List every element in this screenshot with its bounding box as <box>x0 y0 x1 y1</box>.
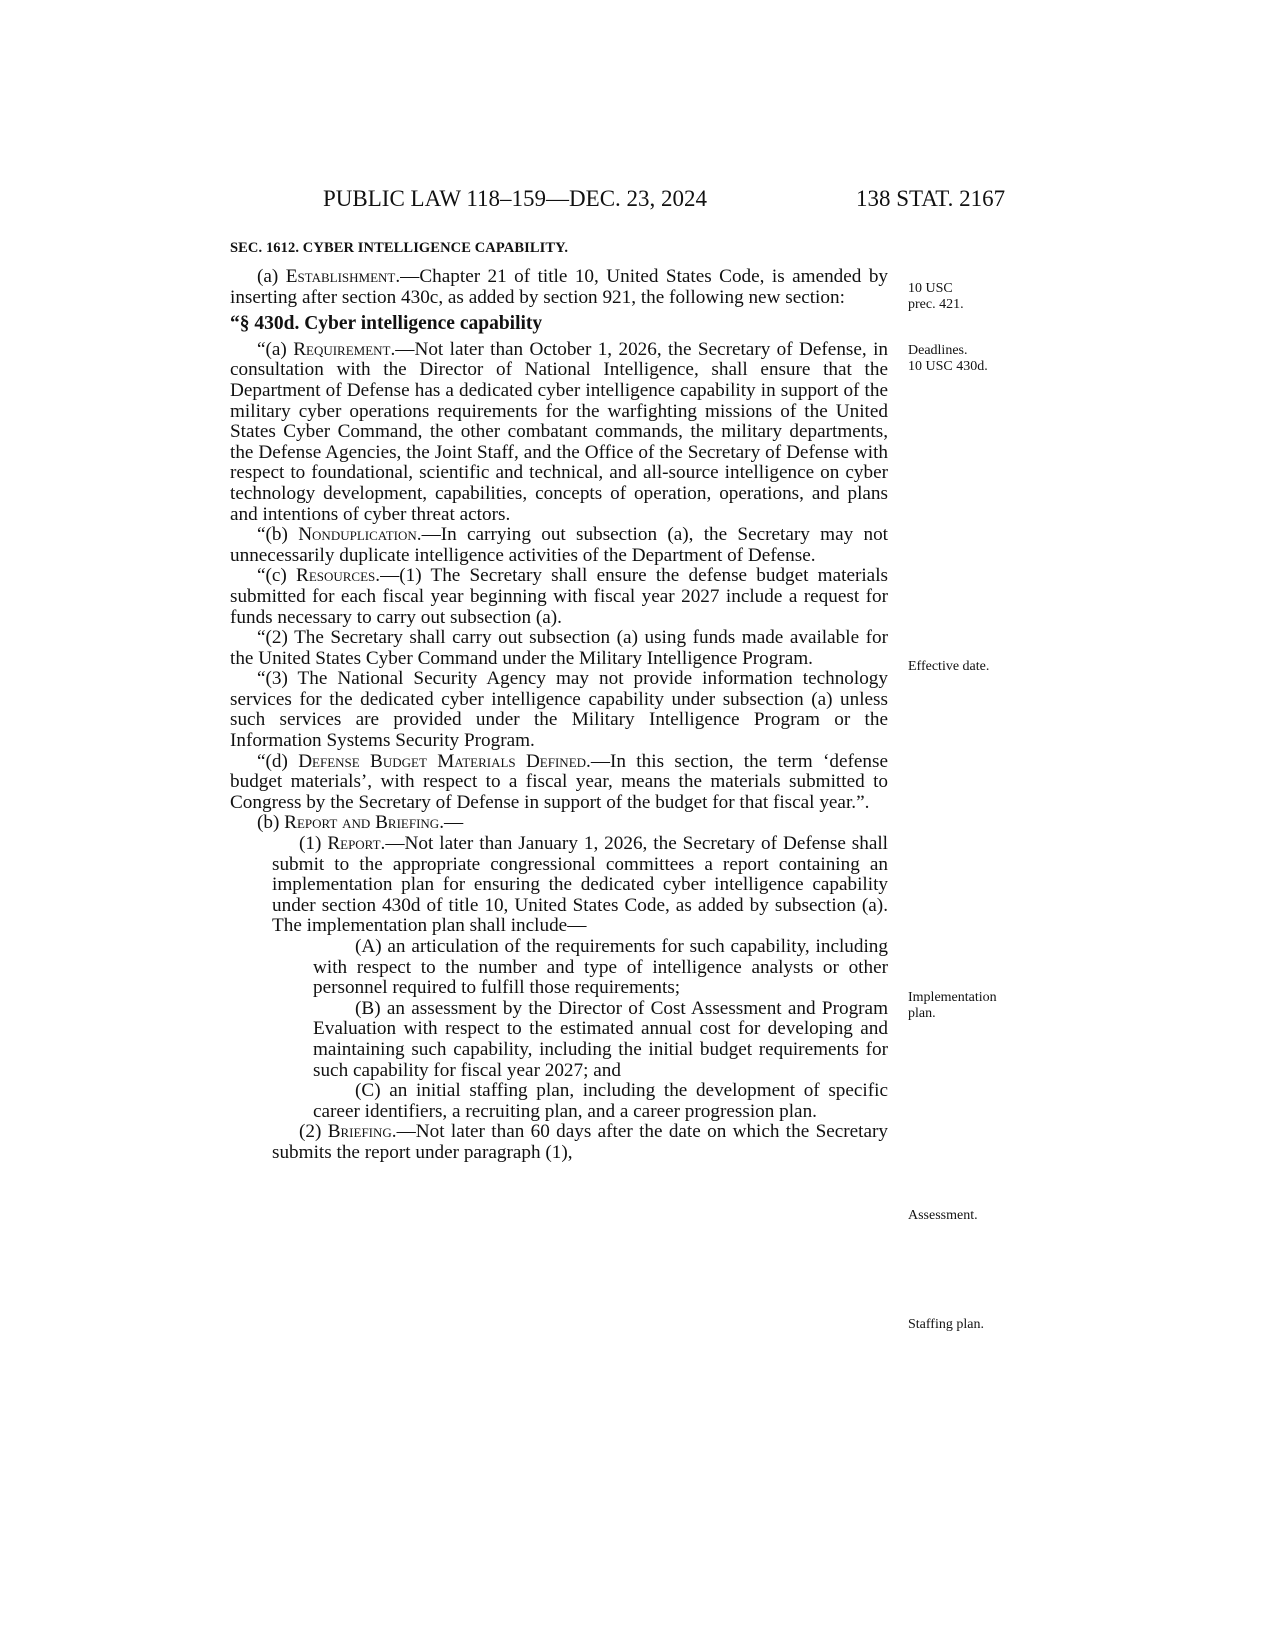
subsection-resources-3: “(3) The National Security Agency may not provide information technology services for the dedicated cyber intelligence capability under subsection (a) unless such services are provided under the Military Intelligence Program or the Information Systems Security Program. <box>230 668 888 752</box>
law-title: PUBLIC LAW 118–159—DEC. 23, 2024 <box>323 186 708 211</box>
section-body <box>230 267 888 1164</box>
subparagraph-a: (A) an articulation of the requirements for such capability, including with respect to the number and type of intelligence analysts or other personnel required to fulfill those requirements; <box>313 936 888 999</box>
subsection-nonduplication: “(b) Nonduplication.—In carrying out subsection (a), the Secretary may not unnecessarily duplicate intelligence activities of the Department of Defense. <box>230 524 888 566</box>
margin-note-implementation-plan: Implementation plan. <box>908 990 997 1021</box>
page-header <box>0 186 1275 220</box>
margin-note-usc-prec: 10 USC prec. 421. <box>908 281 964 312</box>
subsection-definitions: “(d) Defense Budget Materials Defined.—In this section, the term ‘defense budget materials’, with respect to a fiscal year, means the materials submitted to Congress by the Secretary of Defense in support of the budget for that fiscal year.”. <box>230 750 888 813</box>
statute-page-number: 138 STAT. 2167 <box>856 186 1006 211</box>
margin-note-staffing-plan: Staffing plan. <box>908 1317 984 1332</box>
subsection-resources-1: “(c) Resources.—(1) The Secretary shall ensure the defense budget materials submitted for each fiscal year beginning with fiscal year 2027 include a request for funds necessary to carry out subsection (a). <box>230 565 888 628</box>
paragraph-b2-briefing: (2) Briefing.—Not later than 60 days after the date on which the Secretary submits the report under paragraph (1), <box>272 1121 889 1163</box>
new-section-heading: “§ 430d. Cyber intelligence capability <box>230 313 543 335</box>
subsection-requirement: “(a) Requirement.—Not later than October 1, 2026, the Secretary of Defense, in consultation with the Director of National Intelligence, shall ensure that the Department of Defense has a dedicated cyber intelligence capability in support of the military cyber operations requirements for the warfighting missions of the United States Cyber Command, the other combatant commands, the military departments, the Defense Agencies, the Joint Staff, and the Office of the Secretary of Defense with respect to foundational, scientific and technical, and all-source intelligence on cyber technology development, capabilities, concepts of operation, operations, and plans and intentions of cyber threat actors. <box>230 338 889 525</box>
margin-note-deadlines: Deadlines. 10 USC 430d. <box>908 343 988 374</box>
margin-note-effective-date: Effective date. <box>908 659 990 674</box>
subsection-resources-2: “(2) The Secretary shall carry out subsection (a) using funds made available for the United States Cyber Command under the Military Intelligence Program. <box>230 627 888 669</box>
subparagraph-c: (C) an initial staffing plan, including the development of specific career identifiers, a recruiting plan, and a career progression plan. <box>313 1080 888 1122</box>
subsection-a-establishment: (a) Establishment.—Chapter 21 of title 10, United States Code, is amended by inserting after section 430c, as added by section 921, the following new section: <box>230 266 889 308</box>
section-heading: SEC. 1612. CYBER INTELLIGENCE CAPABILITY. <box>230 240 569 256</box>
margin-note-assessment: Assessment. <box>908 1208 978 1223</box>
paragraph-b1-report: (1) Report.—Not later than January 1, 2026, the Secretary of Defense shall submit to the appropriate congressional committees a report containing an implementation plan for ensuring the dedicated cyber intelligence capability under section 430d of title 10, United States Code, as added by subsection (a). The implementation plan shall include— <box>272 833 889 937</box>
subparagraph-b: (B) an assessment by the Director of Cost Assessment and Program Evaluation with respect to the estimated annual cost for developing and maintaining such capability, including the initial budget requirements for such capability for fiscal year 2027; and <box>313 997 888 1081</box>
subsection-b-heading: (b) Report and Briefing.— <box>257 812 464 834</box>
